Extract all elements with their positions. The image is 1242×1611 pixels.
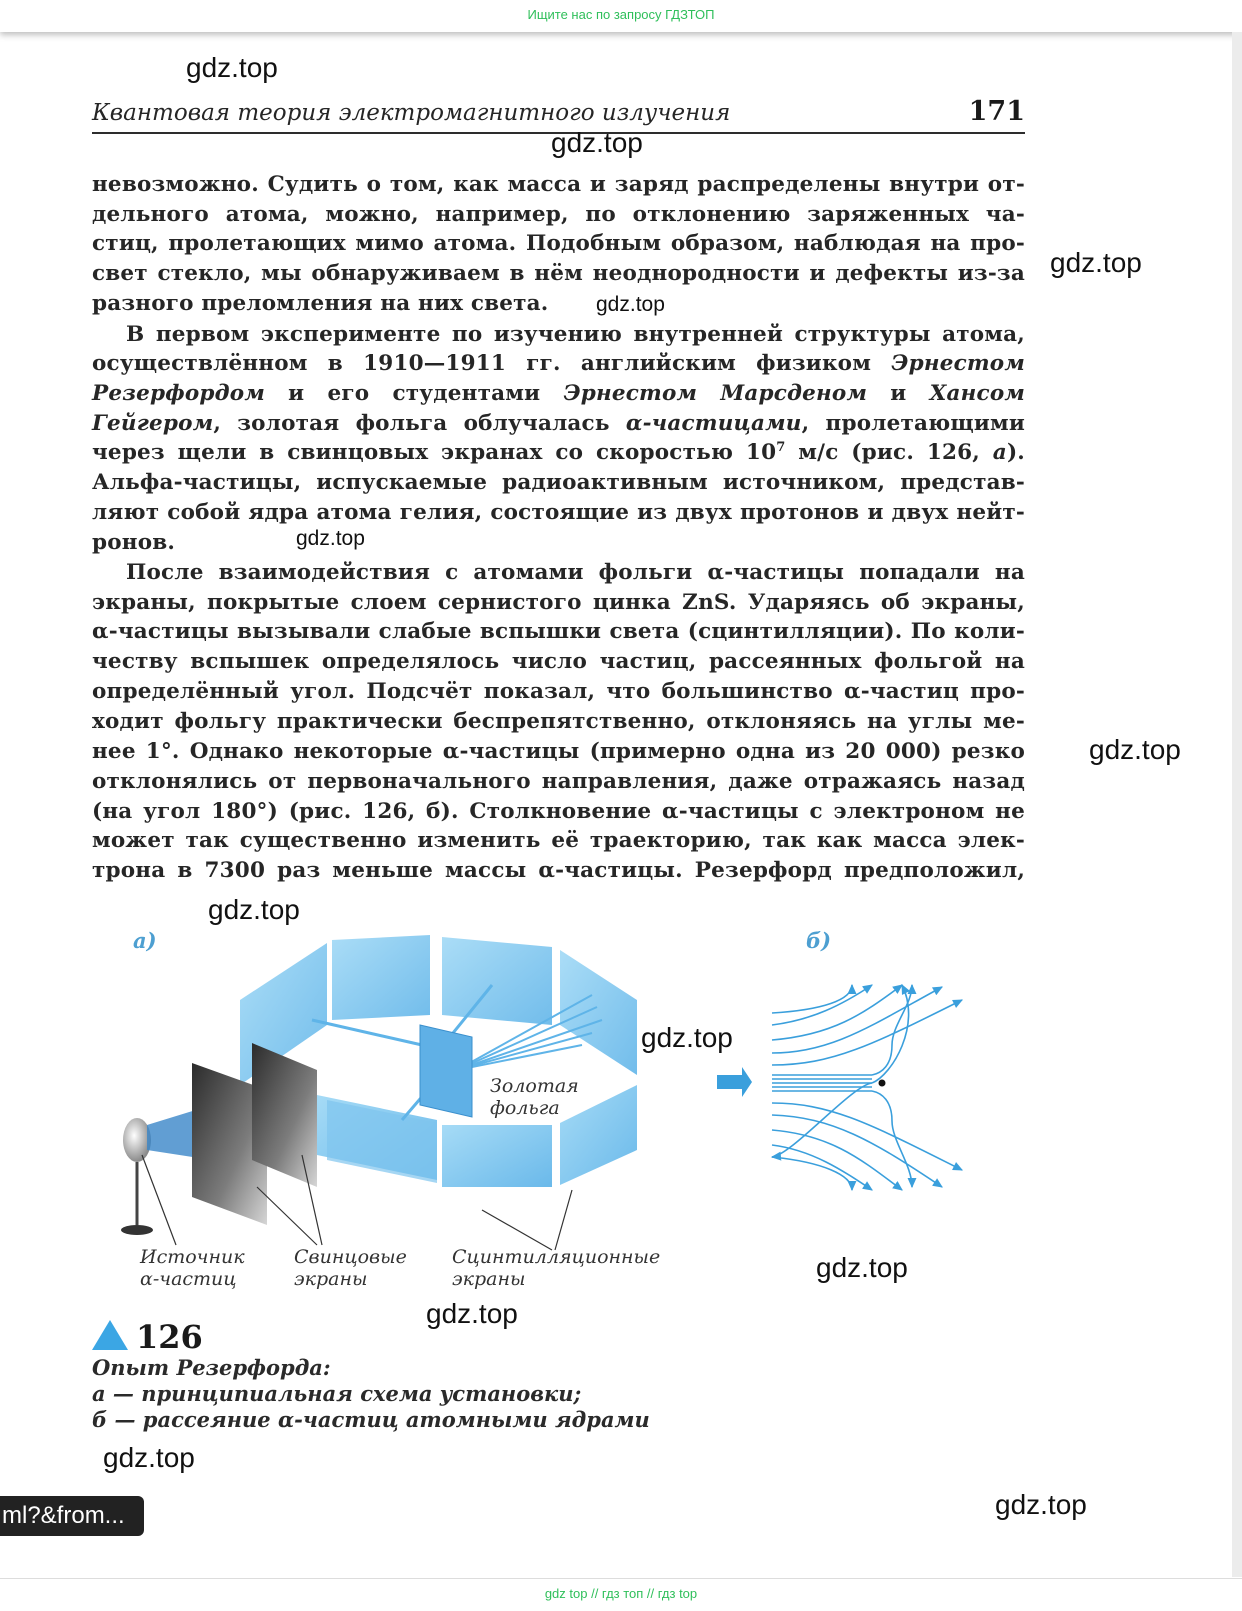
text-line: свет стекло, мы обнаруживаем в нём неоднородности и дефекты из-за	[92, 261, 1025, 286]
watermark: gdz.top	[816, 1252, 908, 1283]
text-line	[92, 409, 1025, 439]
figure-ref: а	[992, 440, 1007, 465]
watermark: gdz.top	[1050, 247, 1142, 278]
watermark: gdz.top	[186, 52, 278, 83]
top-banner[interactable]: Ищите нас по запросу ГДЗТОП	[0, 0, 1242, 32]
text-line: определённый угол. Подсчёт показал, что большинство α-частиц про-	[92, 679, 1025, 704]
text-line	[92, 349, 1025, 379]
label-line: экраны	[452, 1268, 526, 1290]
person-name: Эрнестом	[891, 351, 1025, 376]
text-line: стиц, пролетающих мимо атома. Подобным образом, наблюдая на про-	[92, 231, 1025, 256]
watermark: gdz.top	[103, 1442, 195, 1473]
text-span: через щели в свинцовых экранах со скоростью 10	[92, 440, 777, 465]
url-overlay[interactable]: ml?&from...	[0, 1496, 144, 1536]
exponent: 7	[776, 439, 786, 455]
text-span: и его студентами	[288, 381, 541, 406]
text-line: разного преломления на них света.	[92, 291, 549, 316]
text-line: честву вспышек определялось число частиц, рассеянных фольгой на	[92, 649, 1025, 674]
watermark: gdz.top	[208, 894, 300, 925]
label-line: α-частиц	[140, 1268, 237, 1290]
watermark: gdz.top	[995, 1489, 1087, 1520]
text-span: осуществлённом в 1910—1911 гг. английским физиком	[92, 351, 872, 376]
text-line: отклонялись от первоначального направления, даже отражаясь назад	[92, 769, 1025, 794]
person-name: Резерфордом	[92, 381, 265, 406]
figure-label-b: б)	[806, 928, 832, 953]
label-gold-foil	[490, 1075, 579, 1119]
text-line	[92, 438, 1025, 468]
watermark: gdz.top	[641, 1022, 733, 1053]
watermark: gdz.top	[296, 527, 365, 550]
term: α-частицами	[625, 411, 802, 436]
person-name: Эрнестом Марсденом	[563, 381, 868, 406]
label-line: фольга	[490, 1097, 560, 1119]
text-line: ляют собой ядра атома гелия, состоящие из двух протонов и двух нейт-	[92, 500, 1025, 525]
label-alpha-source	[140, 1246, 245, 1290]
text-line: нее 1°. Однако некоторые α-частицы (примерно одна из 20 000) резко	[92, 739, 1025, 764]
figure-number-text: 126	[136, 1318, 203, 1356]
scroll-gutter	[1232, 32, 1242, 1577]
label-line: Сцинтилляционные	[452, 1246, 661, 1268]
watermark: gdz.top	[551, 127, 643, 158]
figure-caption-a: а — принципиальная схема установки;	[92, 1381, 582, 1406]
person-name: Гейгером	[92, 411, 214, 436]
label-line: Источник	[140, 1246, 245, 1268]
text-line: α-частицы вызывали слабые вспышки света (сцинтилляции). По коли-	[92, 619, 1025, 644]
label-lead-screens	[294, 1246, 407, 1290]
text-line: Альфа-частицы, испускаемые радиоактивным источником, представ-	[92, 470, 1025, 495]
figure-label-a: а)	[133, 928, 157, 953]
text-span: м/с (рис. 126,	[785, 440, 993, 465]
text-line: После взаимодействия с атомами фольги α-частицы попадали на	[126, 560, 1025, 585]
chapter-title: Квантовая теория электромагнитного излучения	[92, 100, 731, 126]
text-span: , золотая фольга облучалась	[213, 411, 610, 436]
text-line: (на угол 180°) (рис. 126, б). Столкновение α-частицы с электроном не	[92, 799, 1025, 824]
text-line: ронов.	[92, 530, 176, 555]
text-line: экраны, покрытые слоем сернистого цинка ZnS. Ударяясь об экраны,	[92, 590, 1025, 615]
label-line: Золотая	[490, 1075, 579, 1097]
text-span: и	[890, 381, 907, 406]
bottom-banner[interactable]: gdz top // гдз топ // гдз top	[0, 1578, 1242, 1611]
figure-caption-title: Опыт Резерфорда:	[92, 1355, 331, 1380]
text-span: , пролетающими	[801, 411, 1026, 436]
figure-caption-b: б — рассеяние α-частиц атомными ядрами	[92, 1407, 650, 1432]
text-line: невозможно. Судить о том, как масса и заряд распределены внутри от-	[92, 172, 1025, 197]
watermark: gdz.top	[1089, 734, 1181, 765]
triangle-marker-icon	[92, 1320, 128, 1350]
text-line: ходит фольгу практически беспрепятственно, отклоняясь на углы ме-	[92, 709, 1025, 734]
label-line: Свинцовые	[294, 1246, 407, 1268]
text-line: В первом эксперименте по изучению внутренней структуры атома,	[126, 322, 1025, 347]
text-line: дельного атома, можно, например, по отклонению заряженных ча-	[92, 202, 1025, 227]
figure-number	[92, 1318, 203, 1356]
label-line: экраны	[294, 1268, 368, 1290]
watermark: gdz.top	[596, 293, 665, 316]
person-name: Хансом	[929, 381, 1025, 406]
text-span: ).	[1006, 440, 1025, 465]
text-line: может так существенно изменить её траекторию, так как масса элек-	[92, 828, 1025, 853]
text-line: трона в 7300 раз меньше массы α-частицы. Резерфорд предположил,	[92, 858, 1025, 883]
watermark: gdz.top	[426, 1298, 518, 1329]
text-line	[92, 379, 1025, 409]
page-number: 171	[968, 96, 1025, 127]
label-scintillation-screens	[452, 1246, 660, 1290]
